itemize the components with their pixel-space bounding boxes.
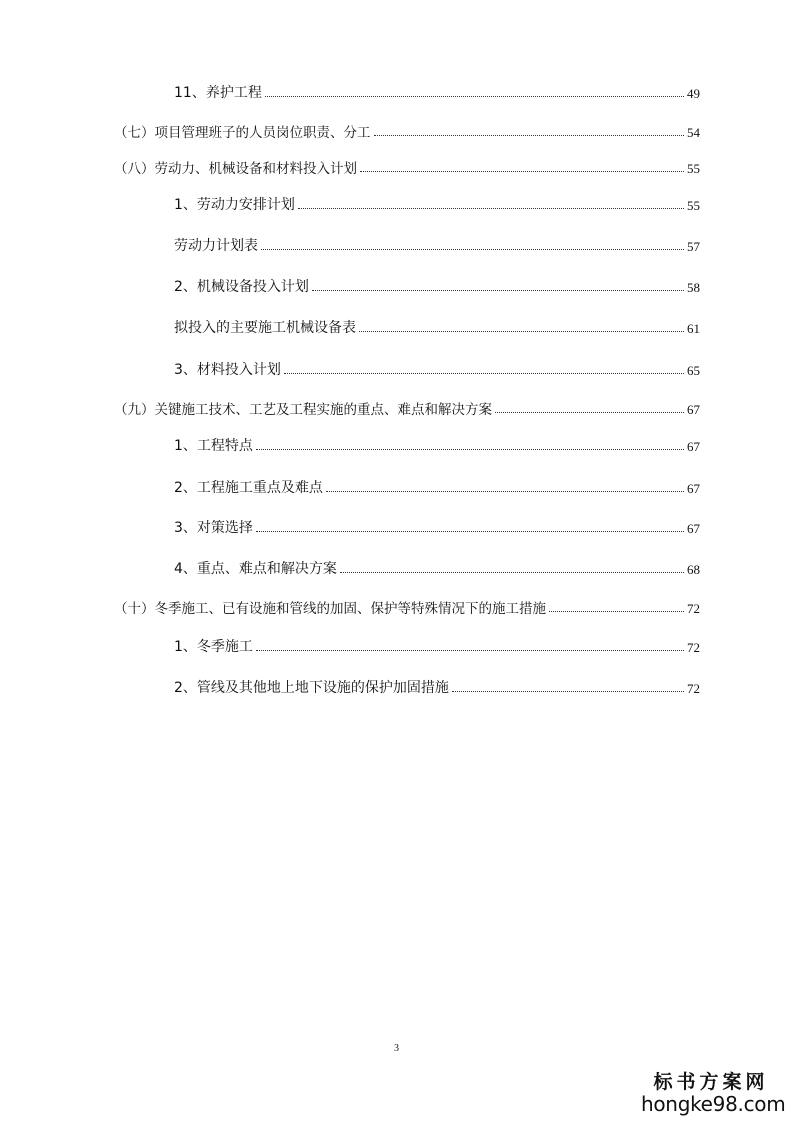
toc-entry-title: 3、材料投入计划 [174, 362, 281, 378]
toc-entry[interactable] [174, 475, 700, 497]
toc-entry-page: 57 [687, 239, 700, 254]
toc-entry-page: 67 [687, 521, 700, 536]
watermark [641, 1067, 786, 1116]
toc-entry-title: 11、养护工程 [174, 85, 262, 101]
watermark-url: hongke98.com [641, 1092, 786, 1116]
toc-entry-page: 67 [687, 481, 700, 496]
toc-entry-title: 4、重点、难点和解决方案 [174, 561, 337, 577]
toc-entry-title: 2、工程施工重点及难点 [174, 480, 323, 496]
dot-leader [360, 171, 684, 172]
toc-entry[interactable] [174, 556, 700, 578]
dot-leader [265, 96, 684, 97]
dot-leader [284, 373, 684, 374]
toc-entry[interactable] [174, 192, 700, 214]
toc-entry-page: 67 [687, 439, 700, 454]
toc-entry-page: 72 [687, 681, 700, 696]
dot-leader [340, 572, 684, 573]
toc-entry[interactable] [174, 233, 700, 255]
dot-leader [374, 135, 685, 136]
toc-entry[interactable] [174, 515, 700, 537]
toc-entry-page: 61 [687, 321, 700, 336]
toc-entry-page: 58 [687, 280, 700, 295]
toc-entry-page: 67 [687, 402, 700, 417]
toc-entry-title: 劳动力计划表 [174, 238, 258, 254]
toc-entry[interactable] [174, 634, 700, 656]
dot-leader [495, 412, 684, 413]
toc-entry-title: （七）项目管理班子的人员岗位职责、分工 [114, 125, 371, 141]
toc-entry-page: 72 [687, 640, 700, 655]
toc-entry-page: 54 [687, 125, 700, 140]
toc-entry-title: 1、工程特点 [174, 438, 253, 454]
toc-entry[interactable] [174, 433, 700, 455]
dot-leader [312, 290, 684, 291]
dot-leader [452, 691, 684, 692]
page-number: 3 [394, 1043, 399, 1054]
toc-entry-page: 49 [687, 86, 700, 101]
toc-entry-page: 72 [687, 601, 700, 616]
toc-entry-title: 2、管线及其他地上地下设施的保护加固措施 [174, 680, 449, 696]
dot-leader [359, 331, 684, 332]
toc-entry[interactable] [174, 315, 700, 337]
toc-entry-title: （八）劳动力、机械设备和材料投入计划 [114, 161, 357, 177]
dot-leader [261, 249, 684, 250]
dot-leader [256, 531, 684, 532]
dot-leader [256, 650, 684, 651]
toc-entry[interactable] [114, 396, 700, 418]
toc-entry-page: 68 [687, 562, 700, 577]
toc-entry[interactable] [114, 119, 700, 141]
dot-leader [549, 611, 684, 612]
toc-entry-title: 1、劳动力安排计划 [174, 197, 295, 213]
toc-entry[interactable] [174, 80, 700, 102]
toc-entry[interactable] [114, 595, 700, 617]
toc-entry[interactable] [174, 675, 700, 697]
toc-entry-page: 55 [687, 198, 700, 213]
toc-entry[interactable] [174, 274, 700, 296]
toc-entry-page: 55 [687, 161, 700, 176]
toc-entry-title: （九）关键施工技术、工艺及工程实施的重点、难点和解决方案 [114, 402, 492, 418]
toc-entry-title: 2、机械设备投入计划 [174, 279, 309, 295]
dot-leader [326, 491, 684, 492]
watermark-name: 标书方案网 [653, 1071, 769, 1093]
dot-leader [256, 449, 684, 450]
toc-entry-title: （十）冬季施工、已有设施和管线的加固、保护等特殊情况下的施工措施 [114, 601, 546, 617]
toc-entry-title: 拟投入的主要施工机械设备表 [174, 320, 356, 336]
toc-entry-title: 1、冬季施工 [174, 639, 253, 655]
dot-leader [298, 208, 684, 209]
toc-entry-page: 65 [687, 363, 700, 378]
toc-entry-title: 3、对策选择 [174, 520, 253, 536]
toc-entry[interactable] [174, 357, 700, 379]
toc-entry[interactable] [114, 155, 700, 177]
